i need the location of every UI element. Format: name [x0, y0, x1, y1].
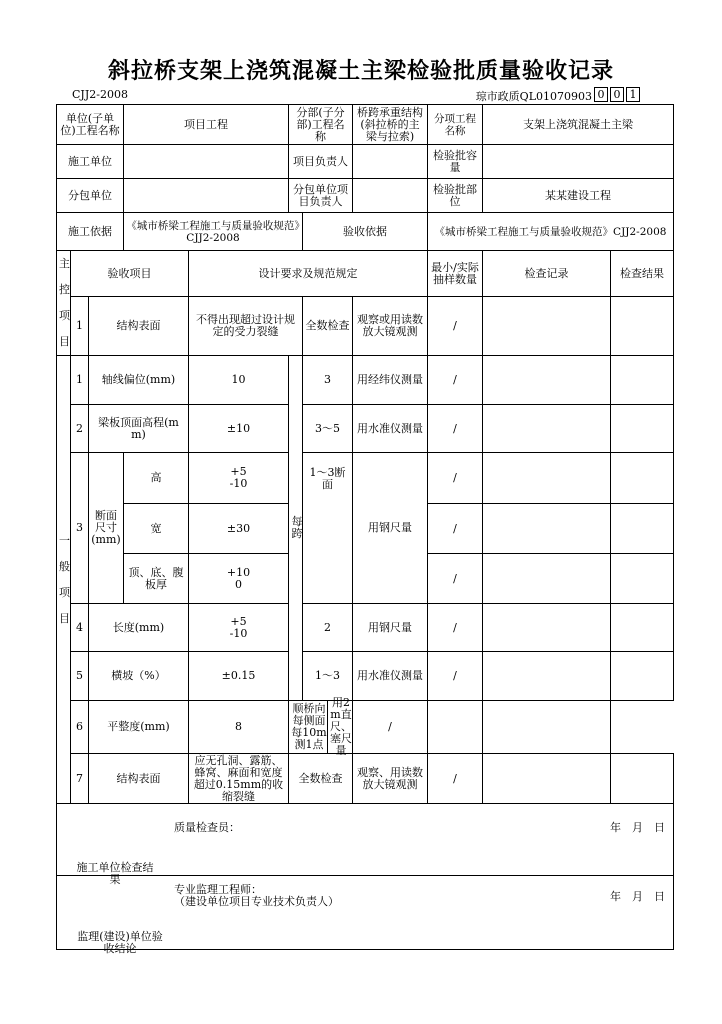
construction-check-row [57, 804, 674, 876]
subcontractor-value[interactable] [124, 179, 289, 213]
general-item-row: 3 断面尺寸(mm) 高 +5 -10 1～3断面 用钢尺量 / [57, 453, 674, 504]
batch-location-label: 检验批部位 [428, 179, 483, 213]
general-item-row: 6 平整度(mm) 8 顺桥向每侧面每10m测1点 用2m直尺、塞尺量 / [57, 701, 674, 754]
sub-manager-value[interactable] [353, 179, 428, 213]
basis-label: 施工依据 [57, 213, 124, 251]
col-item: 验收项目 [71, 251, 189, 297]
project-manager-value[interactable] [353, 145, 428, 179]
form-code: 琼市政质QL01070903 [475, 90, 592, 103]
page-title: 斜拉桥支架上浇筑混凝土主梁检验批质量验收记录 [107, 59, 614, 84]
batch-location-value[interactable]: 某某建设工程 [483, 179, 674, 213]
batch-capacity-value[interactable] [483, 145, 674, 179]
col-record: 检查记录 [483, 251, 611, 297]
form-code-digit[interactable]: 0 [610, 87, 624, 102]
header-row-4 [57, 213, 674, 251]
division-label: 分部(子分部)工程名称 [289, 105, 353, 145]
project-manager-label: 项目负责人 [289, 145, 353, 179]
construction-check-label: 施工单位检查结果 [76, 860, 154, 886]
acceptance-basis-label: 验收依据 [303, 213, 428, 251]
supervisor-label[interactable]: 专业监理工程师： [174, 882, 262, 896]
general-item-row: 5 横坡（%） ±0.15 1～3 用水准仪测量 / [57, 652, 674, 701]
general-item-row: 2 梁板顶面高程(mm) ±10 3～5 用水准仪测量 / [57, 405, 674, 453]
general-item-row: 4 长度(mm) +5 -10 2 用钢尺量 / [57, 604, 674, 652]
general-item-row: 顶、底、腹板厚 +10 0 / [57, 554, 674, 604]
general-label: 一 般 项 目 [57, 356, 71, 804]
unit-value[interactable]: 项目工程 [124, 105, 289, 145]
form-code-digit[interactable]: 1 [626, 87, 640, 102]
subcontractor-label: 分包单位 [57, 179, 124, 213]
general-item-row: 7 结构表面 应无孔洞、露筋、蜂窝、麻面和宽度超过0.15mm的收缩裂缝 全数检查 观察、用读数放大镜观测 / [57, 754, 674, 804]
inspector-label[interactable]: 质量检查员： [174, 820, 240, 834]
col-spec: 设计要求及规范规定 [189, 251, 428, 297]
main-item-row: 1 结构表面 不得出现超过设计规定的受力裂缝 全数检查 观察或用读数放大镜观测 / [57, 297, 674, 356]
batch-capacity-label: 检验批容量 [428, 145, 483, 179]
col-result: 检查结果 [611, 251, 674, 297]
header-row-2 [57, 145, 674, 179]
unit-label: 单位(子单位)工程名称 [57, 105, 124, 145]
basis-value[interactable]: 《城市桥梁工程施工与质量验收规范》CJJ2-2008 [124, 213, 303, 251]
column-header-row [57, 251, 674, 297]
supervision-label: 监理(建设)单位验收结论 [77, 929, 163, 955]
standard-code: CJJ2-2008 [72, 88, 128, 101]
acceptance-basis-value[interactable]: 《城市桥梁工程施工与质量验收规范》CJJ2-2008 [428, 213, 674, 251]
inspection-date[interactable]: 年 月 日 [610, 820, 665, 834]
construction-unit-value[interactable] [124, 145, 289, 179]
header-row-1 [57, 105, 674, 145]
form-code-digit[interactable]: 0 [594, 87, 608, 102]
inspection-form [56, 104, 674, 955]
general-item-row: 一 般 项 目 1 轴线偏位(mm) 10 每跨 3 用经纬仪测量 / [57, 356, 674, 405]
supervision-date[interactable]: 年 月 日 [610, 889, 665, 903]
each-span-label: 每跨 [289, 356, 303, 701]
check-record[interactable] [483, 297, 611, 356]
owner-tech-label: （建设单位项目专业技术负责人） [174, 894, 339, 908]
subitem-label: 分项工程名称 [428, 105, 483, 145]
supervision-row [57, 876, 674, 950]
section-dim-label: 断面尺寸(mm) [89, 453, 124, 604]
division-value[interactable]: 桥跨承重结构(斜拉桥的主梁与拉索) [353, 105, 428, 145]
sub-manager-label: 分包单位项目负责人 [289, 179, 353, 213]
general-item-row: 宽 ±30 / [57, 504, 674, 554]
check-result[interactable] [611, 297, 674, 356]
construction-unit-label: 施工单位 [57, 145, 124, 179]
subitem-value[interactable]: 支架上浇筑混凝土主梁 [483, 105, 674, 145]
header-row-3 [57, 179, 674, 213]
col-sample: 最小/实际抽样数量 [428, 251, 483, 297]
main-control-label: 主 控 项 目 [57, 251, 71, 356]
form-code-digits [594, 87, 640, 102]
